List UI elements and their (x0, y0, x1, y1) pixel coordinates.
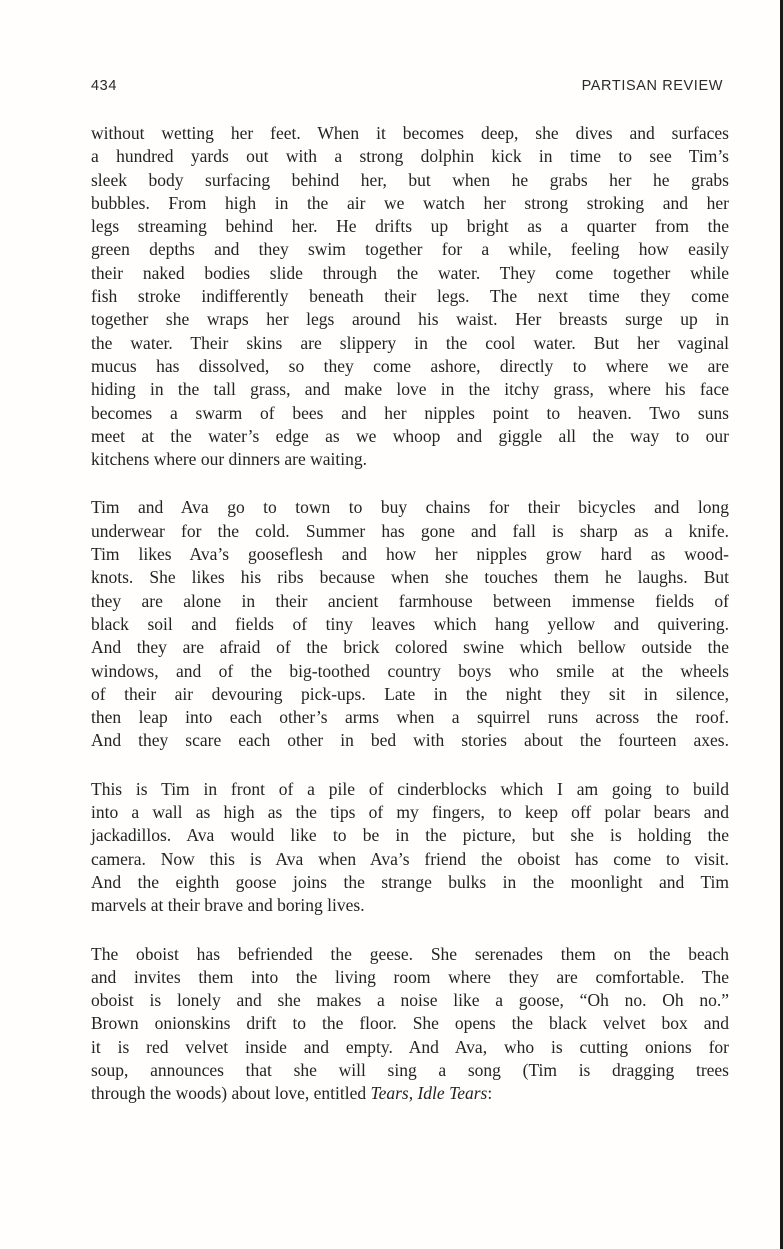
body-text (91, 122, 729, 1131)
text-line: becomes a swarm of bees and her nipples point to heaven. Two suns (91, 402, 729, 423)
text-line: green depths and they swim together for a while, feeling how easily (91, 239, 729, 260)
text-line: mucus has dissolved, so they come ashore, directly to where we are (91, 355, 729, 376)
text-line: meet at the water’s edge as we whoop and giggle all the way to our (91, 425, 729, 446)
text-line: knots. She likes his ribs because when she touches them he laughs. But (91, 567, 729, 588)
final-line-colon: : (487, 1083, 493, 1104)
text-line: without wetting her feet. When it becomes deep, she dives and surfaces (91, 123, 729, 143)
final-line-text: through the woods) about love, entitled (91, 1083, 371, 1104)
text-line: fish stroke indifferently beneath their legs. The next time they come (91, 286, 729, 307)
text-line: black soil and fields of tiny leaves which hang yellow and quivering. (91, 613, 729, 634)
paragraph-cinderblocks (91, 778, 729, 918)
text-line: This is Tim in front of a pile of cinderblocks which I am going to build (91, 778, 729, 799)
text-line: jackadillos. Ava would like to be in the picture, but she is holding the (91, 825, 729, 846)
text-line: kitchens where our dinners are waiting. (91, 449, 368, 470)
text-line: of their air devouring pick-ups. Late in the night they sit in silence, (91, 683, 729, 704)
text-line: their naked bodies slide through the water. They come together while (91, 262, 729, 283)
text-line: it is red velvet inside and empty. And Ava, who is cutting onions for (91, 1036, 729, 1057)
text-line: windows, and of the big-toothed country boys who smile at the wheels (91, 660, 729, 681)
text-line: And the eighth goose joins the strange bulks in the moonlight and Tim (91, 871, 729, 892)
journal-title: PARTISAN REVIEW (581, 78, 723, 94)
paragraph-oboist (91, 943, 729, 1106)
text-line: the water. Their skins are slippery in the cool water. But her vaginal (91, 332, 729, 353)
text-line: The oboist has befriended the geese. She serenades them on the beach (91, 943, 729, 964)
paragraph-town (91, 496, 729, 752)
text-line: marvels at their brave and boring lives. (91, 895, 365, 916)
text-line: sleek body surfacing behind her, but when he grabs her he grabs (91, 169, 729, 190)
text-line: hiding in the tall grass, and make love in the itchy grass, where his face (91, 379, 729, 400)
text-line: legs streaming behind her. He drifts up bright as a quarter from the (91, 216, 729, 237)
text-line: and invites them into the living room where they are comfortable. The (91, 966, 729, 987)
paragraph-swim (91, 122, 729, 471)
text-line: into a wall as high as the tips of my fingers, to keep off polar bears and (91, 802, 729, 823)
text-line: And they are afraid of the brick colored swine which bellow outside the (91, 637, 729, 658)
text-line (91, 1082, 729, 1105)
text-line: then leap into each other’s arms when a squirrel runs across the roof. (91, 707, 729, 728)
song-title: Tears, Idle Tears (370, 1083, 488, 1104)
page-number: 434 (91, 78, 117, 94)
text-line: Tim and Ava go to town to buy chains for their bicycles and long (91, 497, 729, 518)
text-line: soup, announces that she will sing a song (Tim is dragging trees (91, 1059, 729, 1080)
text-line: camera. Now this is Ava when Ava’s friend the oboist has come to visit. (91, 848, 729, 869)
text-line: underwear for the cold. Summer has gone and fall is sharp as a knife. (91, 520, 729, 541)
text-line: bubbles. From high in the air we watch her strong stroking and her (91, 192, 729, 213)
text-line: oboist is lonely and she makes a noise like a goose, “Oh no. Oh no.” (91, 990, 729, 1011)
text-line: they are alone in their ancient farmhouse between immense fields of (91, 590, 729, 611)
text-line: together she wraps her legs around his waist. Her breasts surge up in (91, 309, 729, 330)
text-line: Tim likes Ava’s gooseflesh and how her nipples grow hard as wood- (91, 544, 729, 565)
running-head (91, 78, 723, 98)
text-line: And they scare each other in bed with stories about the fourteen axes. (91, 730, 729, 751)
text-line: a hundred yards out with a strong dolphin kick in time to see Tim’s (91, 146, 729, 167)
text-line: Brown onionskins drift to the floor. She opens the black velvet box and (91, 1013, 729, 1034)
